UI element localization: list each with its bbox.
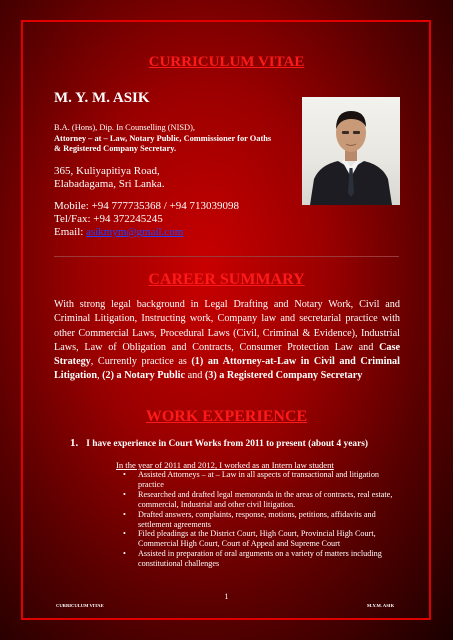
email-row [54, 226, 239, 239]
tel-fax: Tel/Fax: +94 372245245 [54, 213, 163, 225]
list-item: • Drafted answers, complaints, response, motions, petitions, affidavits and settlement agreements [116, 510, 401, 530]
portrait-image [302, 97, 400, 205]
email-link[interactable]: asikmym@gmail.com [86, 226, 184, 238]
contact-details [54, 200, 239, 239]
career-summary-text: With strong legal background in Legal Drafting and Notary Work, Civil and Criminal Litigation, Instructing work, Company law and secretarial practice with other Commercial Laws, Procedural Laws (Civil, Criminal & Evidence), Industrial Laws, Law of Obligation and Contracts, Consumer Protection Law and Case Strategy, Currently practice as (1) an Attorney-at-Law in Civil and Criminal Litigation, (2) a Notary Public and (3) a Registered Company Secretary [54, 299, 400, 382]
footer-left: CURRICULUM VITAE [56, 603, 104, 608]
qualification-line: B.A. (Hons), Dip. In Counselling (NISD), [54, 123, 195, 132]
page-number: 1 [224, 592, 229, 601]
list-item: • Assisted in preparation of oral arguments on a variety of matters including constitutional challenges [116, 549, 401, 569]
duties-list [116, 470, 401, 569]
qualification-line: Attorney – at – Law, Notary Public, Commissioner for Oaths [54, 133, 272, 143]
experience-title: I have experience in Court Works from 2011 to present (about 4 years) [86, 439, 368, 449]
address-line: 365, Kuliyapitiya Road, [54, 165, 160, 177]
address [54, 165, 165, 191]
list-item: • Researched and drafted legal memoranda in the areas of contracts, real estate, commercial, Industrial and other civil litigation. [116, 490, 401, 510]
section-divider [54, 256, 399, 257]
mobile-number: Mobile: +94 777735368 / +94 713039098 [54, 200, 240, 212]
experience-number: 1. [70, 437, 79, 449]
person-name: M. Y. M. ASIK [54, 90, 150, 106]
profile-photo [302, 97, 400, 205]
address-line: Elabadagama, Sri Lanka. [54, 178, 165, 190]
cv-title: CURRICULUM VITAE [148, 54, 305, 70]
career-summary-heading: CAREER SUMMARY [148, 271, 305, 288]
qualification-line: & Registered Company Secretary. [54, 144, 177, 153]
list-item: • Filed pleadings at the District Court, High Court, Provincial High Court, Commercial High Court, Court of Appeal and Supreme Court [116, 529, 401, 549]
work-experience-heading: WORK EXPERIENCE [145, 408, 308, 425]
experience-item [70, 437, 368, 449]
qualifications [54, 123, 304, 155]
intern-subheading: In the year of 2011 and 2012, I worked as an Intern law student [116, 460, 334, 470]
list-item: • Assisted Attorneys – at – Law in all aspects of transactional and litigation practice [116, 470, 401, 490]
footer-right: M.Y.M. ASIK [367, 603, 395, 608]
email-label: Email: [54, 226, 87, 238]
